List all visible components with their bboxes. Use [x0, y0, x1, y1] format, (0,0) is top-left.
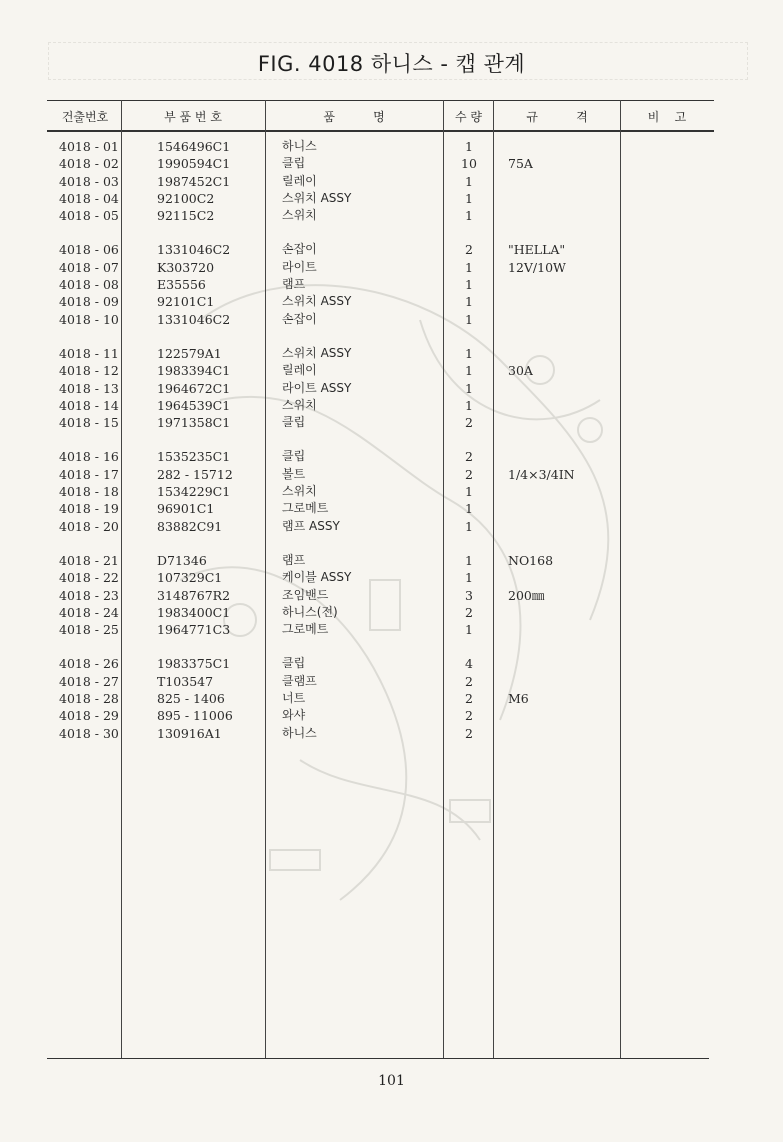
part-name: 손잡이: [282, 311, 317, 326]
table-row: [0, 604, 783, 621]
part-name: 라이트 ASSY: [282, 380, 352, 395]
part-number: 282 - 15712: [157, 466, 233, 482]
specification: 30A: [508, 363, 533, 379]
quantity: 1: [465, 552, 473, 568]
part-number: D71346: [157, 552, 207, 568]
part-number: 1964672C1: [157, 380, 231, 396]
part-name: 램프 ASSY: [282, 518, 340, 533]
table-row: [0, 690, 783, 707]
part-name: 케이블 ASSY: [282, 570, 352, 585]
table-row: [0, 207, 783, 224]
part-number: 1331046C2: [157, 311, 231, 327]
quantity: 1: [465, 294, 473, 310]
item-number: 4018 - 29: [59, 708, 119, 724]
table-row: [0, 448, 783, 465]
part-number: 1331046C2: [157, 242, 231, 258]
item-number: 4018 - 23: [59, 587, 119, 603]
part-name: 클램프: [282, 673, 317, 688]
group-spacer: [0, 224, 783, 241]
quantity: 2: [465, 673, 473, 689]
quantity: 2: [465, 708, 473, 724]
part-number: E35556: [157, 277, 206, 293]
quantity: 1: [465, 190, 473, 206]
item-number: 4018 - 06: [59, 242, 119, 258]
table-row: [0, 466, 783, 483]
part-number: 1534229C1: [157, 484, 231, 500]
part-name: 클립: [282, 449, 306, 464]
item-number: 4018 - 01: [59, 139, 119, 154]
part-name: 클립: [282, 156, 306, 171]
item-number: 4018 - 03: [59, 173, 119, 189]
part-name: 스위치 ASSY: [282, 345, 352, 360]
item-number: 4018 - 24: [59, 604, 119, 620]
part-number: 92115C2: [157, 208, 215, 224]
table-row: [0, 500, 783, 517]
quantity: 1: [465, 518, 473, 534]
part-number: K303720: [157, 259, 215, 275]
part-number: 130916A1: [157, 725, 222, 741]
quantity: 4: [465, 656, 473, 672]
item-number: 4018 - 21: [59, 552, 119, 568]
part-name: 램프: [282, 277, 306, 292]
table-row: [0, 241, 783, 258]
part-number: 92100C2: [157, 190, 215, 206]
quantity: 10: [461, 156, 477, 172]
specification: 1/4×3/4IN: [508, 466, 575, 482]
table-row: [0, 397, 783, 414]
quantity: 1: [465, 397, 473, 413]
table-row: [0, 155, 783, 172]
part-number: 1983400C1: [157, 604, 231, 620]
specification: NO168: [508, 552, 554, 568]
part-name: 릴레이: [282, 363, 317, 378]
item-number: 4018 - 08: [59, 277, 119, 293]
table-row: [0, 707, 783, 724]
table-row: [0, 311, 783, 328]
group-spacer: [0, 431, 783, 448]
item-number: 4018 - 27: [59, 673, 119, 689]
quantity: 2: [465, 604, 473, 620]
quantity: 1: [465, 311, 473, 327]
specification: 75A: [508, 156, 533, 172]
item-number: 4018 - 25: [59, 622, 119, 638]
item-number: 4018 - 16: [59, 449, 119, 465]
table-row: [0, 259, 783, 276]
table-bottom-rule: [47, 1058, 709, 1059]
part-number: 122579A1: [157, 345, 222, 361]
quantity: 1: [465, 345, 473, 361]
header-spec: 규 격: [526, 110, 588, 124]
item-number: 4018 - 15: [59, 415, 119, 431]
item-number: 4018 - 26: [59, 656, 119, 672]
part-name: 클립: [282, 415, 306, 430]
table-row: [0, 276, 783, 293]
quantity: 1: [465, 277, 473, 293]
table-row: [0, 190, 783, 207]
item-number: 4018 - 28: [59, 691, 119, 707]
part-number: 1546496C1: [157, 139, 231, 154]
table-row: [0, 621, 783, 638]
part-name: 그로메트: [282, 622, 329, 637]
quantity: 2: [465, 242, 473, 258]
item-number: 4018 - 09: [59, 294, 119, 310]
header-qty: 수 량: [455, 110, 482, 124]
item-number: 4018 - 18: [59, 484, 119, 500]
table-top-rule: [47, 100, 714, 101]
part-number: 1983375C1: [157, 656, 231, 672]
quantity: 2: [465, 449, 473, 465]
quantity: 1: [465, 259, 473, 275]
page-number: 101: [378, 1073, 405, 1089]
specification: 12V/10W: [508, 259, 566, 275]
part-number: 83882C91: [157, 518, 223, 534]
quantity: 3: [465, 587, 473, 603]
quantity: 1: [465, 208, 473, 224]
part-name: 스위치 ASSY: [282, 294, 352, 309]
item-number: 4018 - 07: [59, 259, 119, 275]
part-number: 1971358C1: [157, 415, 231, 431]
table-row: [0, 483, 783, 500]
quantity: 1: [465, 173, 473, 189]
table-row: [0, 673, 783, 690]
part-number: 1983394C1: [157, 363, 231, 379]
specification: 200㎜: [508, 587, 545, 603]
part-name: 그로메트: [282, 501, 329, 516]
item-number: 4018 - 22: [59, 570, 119, 586]
part-name: 스위치: [282, 397, 317, 412]
item-number: 4018 - 30: [59, 725, 119, 741]
header-name: 품 명: [323, 110, 385, 124]
item-number: 4018 - 05: [59, 208, 119, 224]
table-row: [0, 380, 783, 397]
part-number: 107329C1: [157, 570, 223, 586]
quantity: 1: [465, 570, 473, 586]
table-row: [0, 362, 783, 379]
table-row: [0, 173, 783, 190]
part-number: 96901C1: [157, 501, 215, 517]
quantity: 1: [465, 363, 473, 379]
header-bottom-rule: [47, 130, 714, 132]
part-number: 1964539C1: [157, 397, 231, 413]
table-row: [0, 345, 783, 362]
table-row: [0, 138, 783, 155]
quantity: 1: [465, 484, 473, 500]
table-row: [0, 587, 783, 604]
header-no: 건출번호: [61, 110, 109, 124]
group-spacer: [0, 328, 783, 345]
part-number: 825 - 1406: [157, 691, 225, 707]
part-name: 손잡이: [282, 242, 317, 257]
quantity: 1: [465, 380, 473, 396]
table-row: [0, 725, 783, 742]
parts-list: [0, 138, 783, 742]
group-spacer: [0, 535, 783, 552]
part-name: 라이트: [282, 259, 317, 274]
part-name: 하니스: [282, 725, 317, 740]
item-number: 4018 - 10: [59, 311, 119, 327]
item-number: 4018 - 20: [59, 518, 119, 534]
item-number: 4018 - 17: [59, 466, 119, 482]
part-name: 클립: [282, 656, 306, 671]
table-row: [0, 569, 783, 586]
item-number: 4018 - 12: [59, 363, 119, 379]
table-row: [0, 293, 783, 310]
quantity: 1: [465, 622, 473, 638]
table-row: [0, 414, 783, 431]
item-number: 4018 - 02: [59, 156, 119, 172]
table-row: [0, 518, 783, 535]
item-number: 4018 - 19: [59, 501, 119, 517]
page-title: FIG. 4018 하니스 - 캡 관계: [257, 52, 526, 76]
table-row: [0, 655, 783, 672]
part-name: 하니스: [282, 139, 317, 153]
part-name: 볼트: [282, 466, 306, 481]
part-name: 릴레이: [282, 173, 317, 188]
part-name: 조임밴드: [282, 587, 329, 602]
table-row: [0, 552, 783, 569]
quantity: 2: [465, 725, 473, 741]
header-remark: 비 고: [647, 110, 687, 124]
specification: "HELLA": [508, 242, 566, 258]
part-number: 1964771C3: [157, 622, 231, 638]
part-name: 너트: [282, 691, 306, 706]
part-number: T103547: [157, 673, 214, 689]
part-number: 1535235C1: [157, 449, 231, 465]
item-number: 4018 - 14: [59, 397, 119, 413]
specification: M6: [508, 691, 529, 707]
item-number: 4018 - 13: [59, 380, 119, 396]
quantity: 2: [465, 415, 473, 431]
part-number: 92101C1: [157, 294, 215, 310]
part-name: 스위치: [282, 208, 317, 223]
part-name: 하니스(전): [282, 604, 338, 619]
item-number: 4018 - 11: [59, 345, 119, 361]
group-spacer: [0, 638, 783, 655]
part-number: 3148767R2: [157, 587, 231, 603]
part-number: 1987452C1: [157, 173, 231, 189]
part-number: 1990594C1: [157, 156, 231, 172]
header-part-no: 부 품 번 호: [164, 110, 222, 124]
item-number: 4018 - 04: [59, 190, 119, 206]
quantity: 1: [465, 139, 473, 154]
part-name: 스위치 ASSY: [282, 190, 352, 205]
part-name: 와샤: [282, 708, 306, 723]
quantity: 2: [465, 466, 473, 482]
quantity: 1: [465, 501, 473, 517]
quantity: 2: [465, 691, 473, 707]
part-number: 895 - 11006: [157, 708, 233, 724]
part-name: 램프: [282, 552, 306, 567]
part-name: 스위치: [282, 484, 317, 499]
